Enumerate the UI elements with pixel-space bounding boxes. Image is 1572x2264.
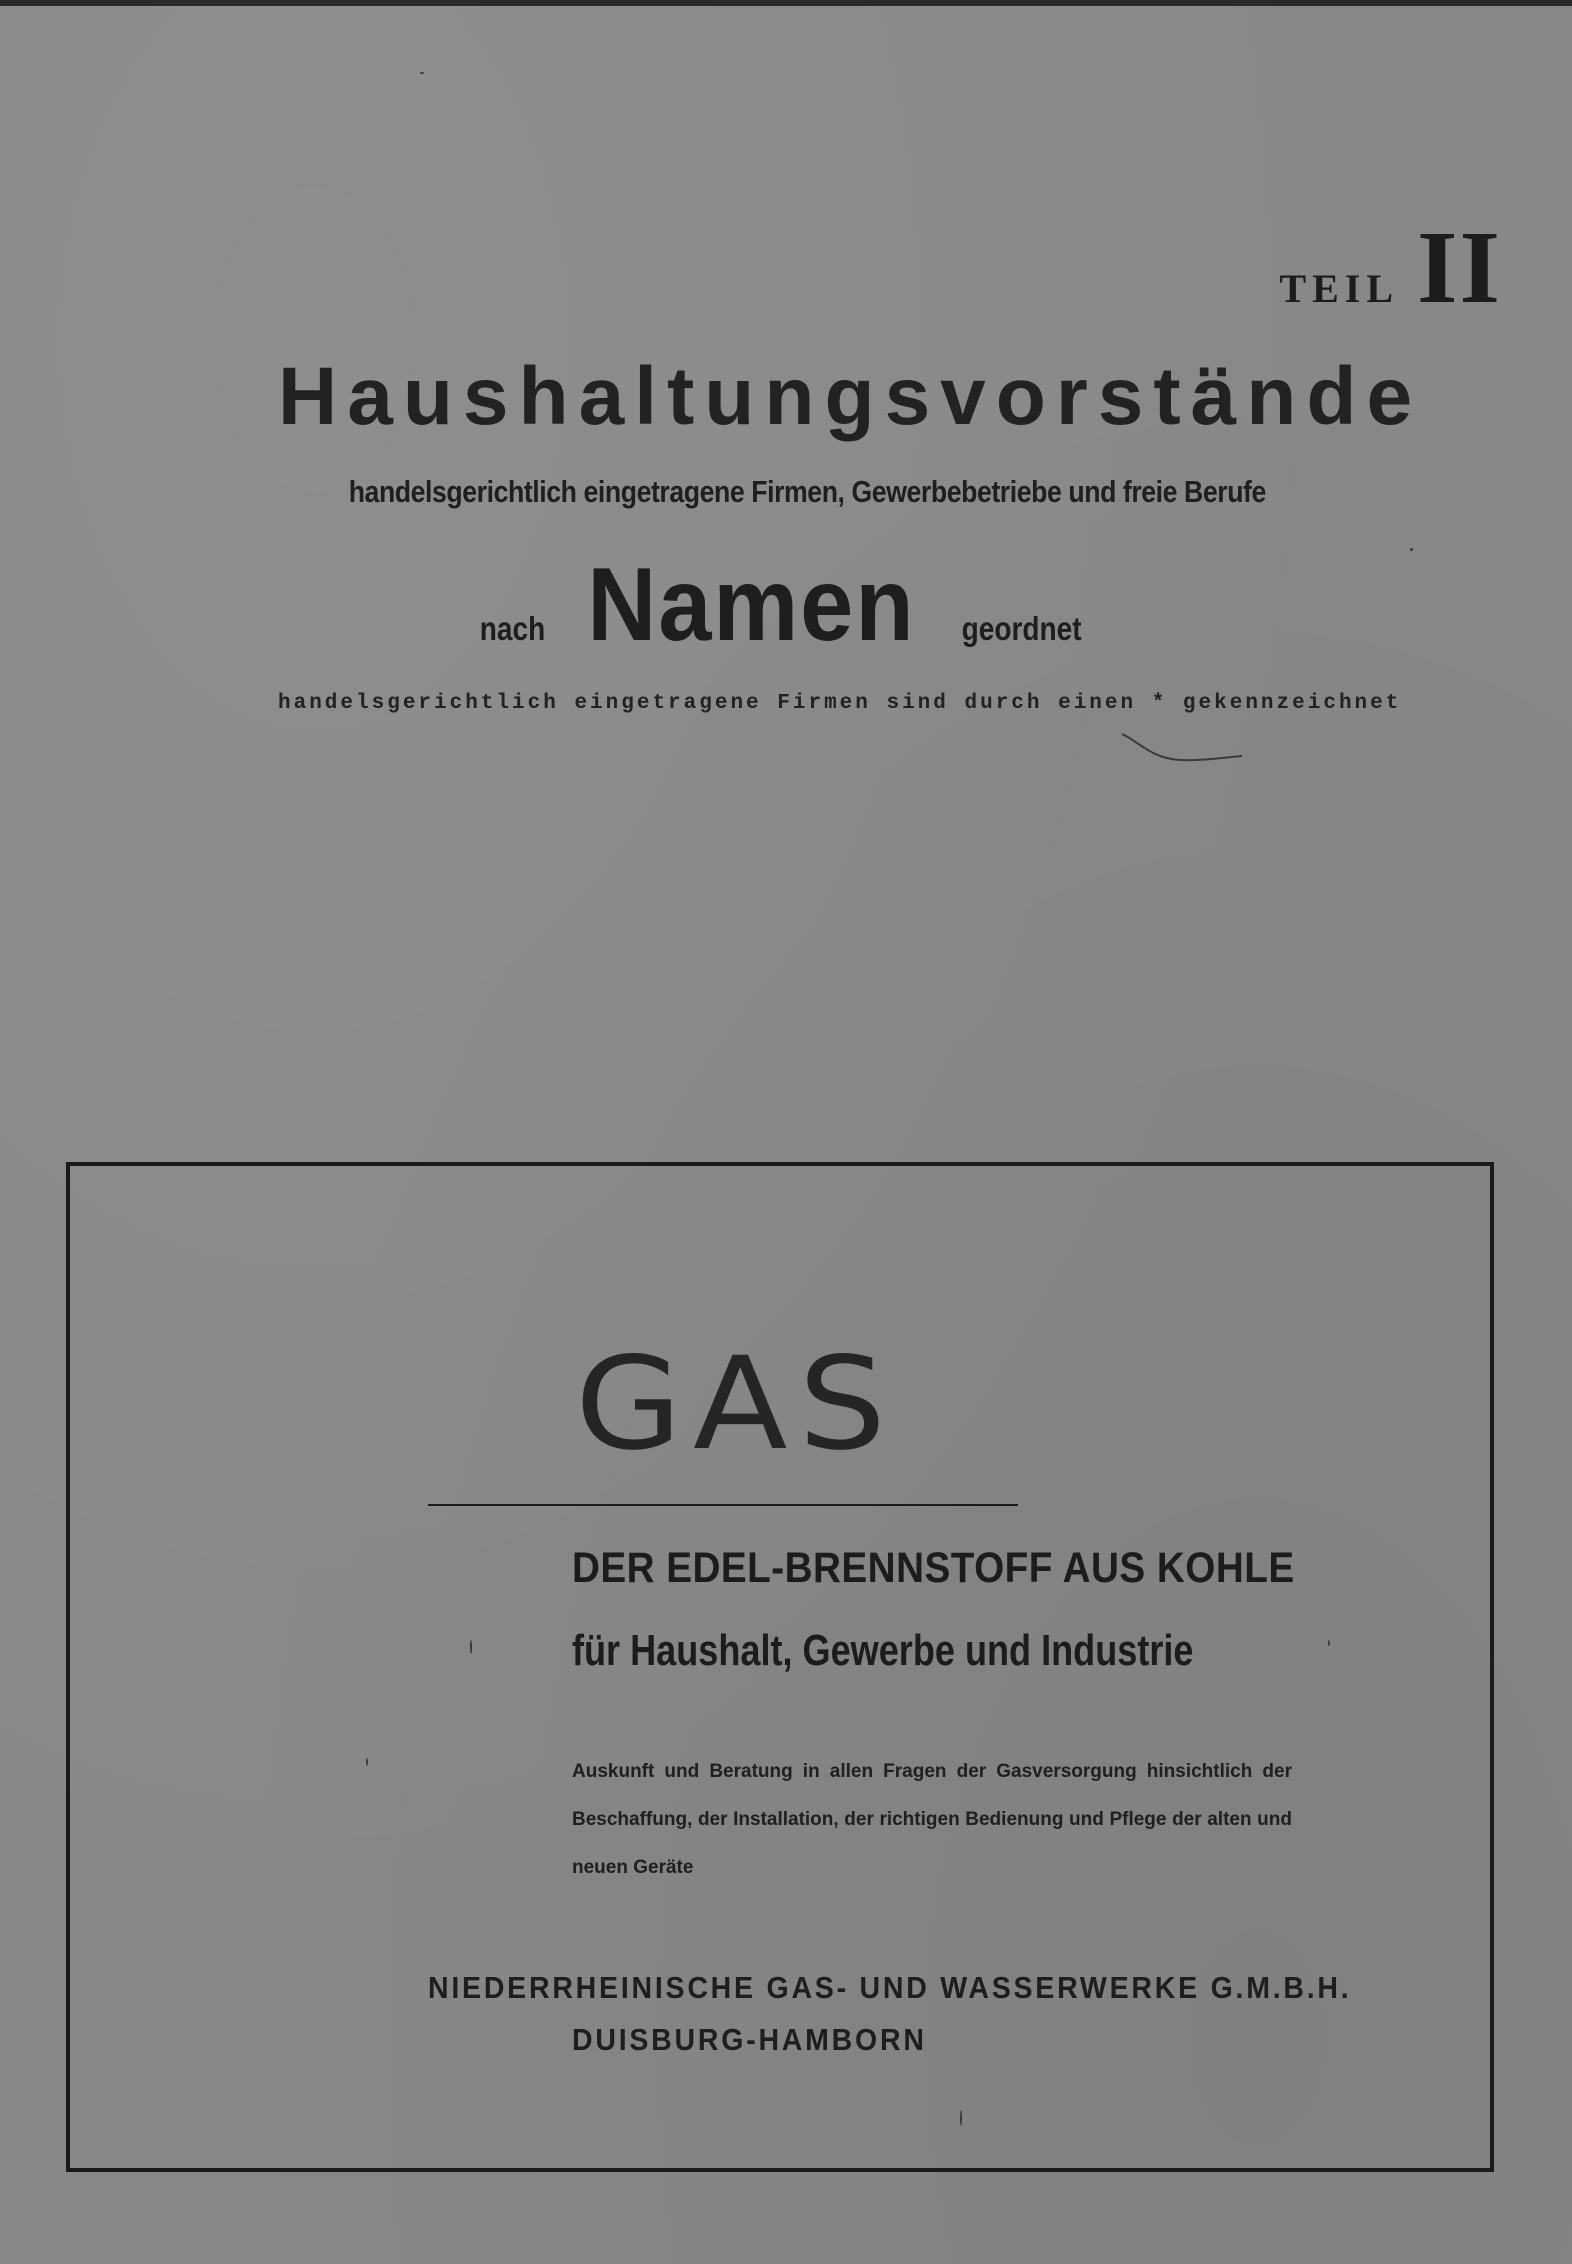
pen-stroke-mark: [1120, 728, 1250, 768]
paper-speck: [470, 1640, 472, 1654]
part-label: [1279, 208, 1502, 327]
sort-key: Namen: [586, 547, 916, 663]
advertisement-divider: [428, 1504, 1018, 1506]
advertiser-city: DUISBURG-HAMBORN: [572, 2022, 927, 2057]
paper-speck: [1410, 548, 1413, 551]
advertisement-subline: für Haushalt, Gewerbe und Industrie: [572, 1626, 1194, 1675]
advertisement-headline: DER EDEL-BRENNSTOFF AUS KOHLE: [572, 1544, 1295, 1592]
sort-suffix: geordnet: [961, 610, 1082, 647]
part-number: II: [1417, 210, 1502, 325]
gas-logo: GAS: [575, 1330, 897, 1479]
paper-speck: [960, 2110, 962, 2126]
paper-speck: [420, 72, 424, 74]
page-top-edge: [0, 0, 1572, 6]
paper-speck: [1328, 1640, 1330, 1646]
sort-order-line: [278, 546, 1288, 665]
advertisement-body: Auskunft und Beratung in allen Fragen der Gasversorgung hinsichtlich der Beschaffung, der Installation, der richtigen Bedienung und Pflege der alten und neuen Geräte: [572, 1761, 1292, 1878]
sort-prefix: nach: [479, 610, 545, 647]
part-label-word: TEIL: [1279, 266, 1400, 311]
section-subtitle: handelsgerichtlich eingetragene Firmen, Gewerbebetriebe und freie Berufe: [348, 474, 1266, 509]
paper-speck: [366, 1758, 368, 1766]
asterisk-note: handelsgerichtlich eingetragene Firmen sind durch einen * gekennzeichnet: [278, 692, 1402, 715]
advertiser-name: NIEDERRHEINISCHE GAS- UND WASSERWERKE G.M.B.H.: [428, 1970, 1352, 2005]
section-title: Haushaltungsvorstände: [278, 351, 1423, 442]
